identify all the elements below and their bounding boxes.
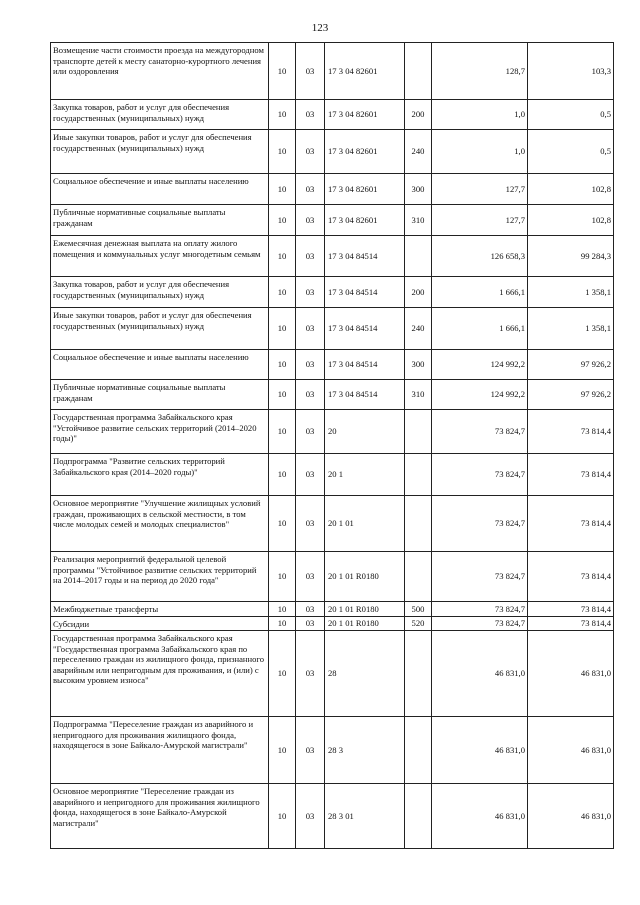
amount-actual-cell: 46 831,0 [528,784,614,849]
row-name-cell: Возмещение части стоимости проезда на междугородном транспорте детей к месту санаторно-курортного лечения или оздоровления [51,43,269,100]
table-row [51,350,614,380]
expense-type-cell [405,454,432,496]
target-article-cell: 17 3 04 82601 [325,130,405,174]
row-name-cell: Публичные нормативные социальные выплаты гражданам [51,205,269,236]
amount-actual-cell: 73 814,4 [528,496,614,552]
amount-planned-cell: 73 824,7 [432,616,528,631]
subsection-code-cell: 03 [296,43,325,100]
amount-actual-cell: 73 814,4 [528,552,614,602]
amount-planned-cell: 46 831,0 [432,631,528,717]
amount-planned-cell: 124 992,2 [432,380,528,410]
subsection-code-cell: 03 [296,784,325,849]
expense-type-cell [405,236,432,277]
section-code-cell: 10 [269,100,296,130]
row-name-cell: Субсидии [51,616,269,631]
section-code-cell: 10 [269,602,296,617]
expense-type-cell [405,496,432,552]
table-row [51,717,614,784]
amount-actual-cell: 73 814,4 [528,616,614,631]
target-article-cell: 20 1 01 R0180 [325,602,405,617]
table-row [51,380,614,410]
subsection-code-cell: 03 [296,717,325,784]
target-article-cell: 17 3 04 82601 [325,100,405,130]
amount-planned-cell: 73 824,7 [432,410,528,454]
amount-actual-cell: 1 358,1 [528,308,614,350]
subsection-code-cell: 03 [296,380,325,410]
section-code-cell: 10 [269,277,296,308]
subsection-code-cell: 03 [296,350,325,380]
amount-planned-cell: 127,7 [432,174,528,205]
subsection-code-cell: 03 [296,174,325,205]
amount-actual-cell: 99 284,3 [528,236,614,277]
amount-planned-cell: 73 824,7 [432,496,528,552]
expense-type-cell [405,43,432,100]
target-article-cell: 20 1 01 [325,496,405,552]
section-code-cell: 10 [269,308,296,350]
page-number: 123 [311,22,329,34]
table-row [51,277,614,308]
target-article-cell: 20 1 01 R0180 [325,552,405,602]
amount-planned-cell: 1,0 [432,130,528,174]
target-article-cell: 28 3 [325,717,405,784]
row-name-cell: Иные закупки товаров, работ и услуг для обеспечения государственных (муниципальных) нужд [51,130,269,174]
row-name-cell: Государственная программа Забайкальского края "Государственная программа Забайкальского края по переселению граждан из жилищного фонда, признанного аварийным или непригодным для проживания, и (или) с высоким уровнем износа" [51,631,269,717]
subsection-code-cell: 03 [296,616,325,631]
section-code-cell: 10 [269,410,296,454]
table-row [51,174,614,205]
expense-type-cell: 310 [405,205,432,236]
table-row [51,236,614,277]
subsection-code-cell: 03 [296,552,325,602]
table-row [51,100,614,130]
amount-actual-cell: 46 831,0 [528,717,614,784]
expense-type-cell [405,784,432,849]
target-article-cell: 28 3 01 [325,784,405,849]
amount-actual-cell: 0,5 [528,100,614,130]
section-code-cell: 10 [269,616,296,631]
section-code-cell: 10 [269,717,296,784]
row-name-cell: Основное мероприятие "Улучшение жилищных условий граждан, проживающих в сельской местности, в том числе молодых семей и молодых специалистов" [51,496,269,552]
subsection-code-cell: 03 [296,631,325,717]
subsection-code-cell: 03 [296,205,325,236]
amount-actual-cell: 0,5 [528,130,614,174]
table-row [51,631,614,717]
row-name-cell: Реализация мероприятий федеральной целевой программы "Устойчивое развитие сельских территорий на 2014–2017 годы и на период до 2020 года" [51,552,269,602]
expense-type-cell [405,410,432,454]
amount-planned-cell: 127,7 [432,205,528,236]
expense-type-cell: 300 [405,174,432,205]
section-code-cell: 10 [269,631,296,717]
table-row [51,784,614,849]
expense-type-cell: 240 [405,130,432,174]
target-article-cell: 17 3 04 84514 [325,277,405,308]
target-article-cell: 20 1 01 R0180 [325,616,405,631]
subsection-code-cell: 03 [296,100,325,130]
subsection-code-cell: 03 [296,236,325,277]
section-code-cell: 10 [269,784,296,849]
target-article-cell: 17 3 04 84514 [325,350,405,380]
table-row [51,496,614,552]
row-name-cell: Подпрограмма "Развитие сельских территорий Забайкальского края (2014–2020 годы)" [51,454,269,496]
expense-type-cell: 200 [405,100,432,130]
subsection-code-cell: 03 [296,308,325,350]
amount-actual-cell: 102,8 [528,205,614,236]
expense-type-cell: 310 [405,380,432,410]
amount-actual-cell: 97 926,2 [528,380,614,410]
target-article-cell: 20 [325,410,405,454]
expense-type-cell: 240 [405,308,432,350]
budget-table [50,42,614,849]
table-row [51,308,614,350]
target-article-cell: 17 3 04 84514 [325,308,405,350]
amount-actual-cell: 73 814,4 [528,410,614,454]
target-article-cell: 17 3 04 82601 [325,205,405,236]
table-row [51,410,614,454]
section-code-cell: 10 [269,43,296,100]
amount-planned-cell: 46 831,0 [432,784,528,849]
table-row [51,43,614,100]
expense-type-cell [405,717,432,784]
table-row [51,552,614,602]
section-code-cell: 10 [269,454,296,496]
section-code-cell: 10 [269,380,296,410]
table-row [51,130,614,174]
section-code-cell: 10 [269,552,296,602]
amount-planned-cell: 124 992,2 [432,350,528,380]
target-article-cell: 17 3 04 84514 [325,380,405,410]
amount-planned-cell: 73 824,7 [432,454,528,496]
amount-actual-cell: 73 814,4 [528,602,614,617]
expense-type-cell [405,552,432,602]
row-name-cell: Государственная программа Забайкальского края "Устойчивое развитие сельских территорий (2014–2020 годы)" [51,410,269,454]
target-article-cell: 17 3 04 84514 [325,236,405,277]
row-name-cell: Закупка товаров, работ и услуг для обеспечения государственных (муниципальных) нужд [51,100,269,130]
table-row [51,454,614,496]
table-row [51,205,614,236]
expense-type-cell: 300 [405,350,432,380]
subsection-code-cell: 03 [296,454,325,496]
amount-planned-cell: 46 831,0 [432,717,528,784]
row-name-cell: Закупка товаров, работ и услуг для обеспечения государственных (муниципальных) нужд [51,277,269,308]
amount-planned-cell: 73 824,7 [432,552,528,602]
row-name-cell: Ежемесячная денежная выплата на оплату жилого помещения и коммунальных услуг многодетным семьям [51,236,269,277]
row-name-cell: Социальное обеспечение и иные выплаты населению [51,350,269,380]
section-code-cell: 10 [269,350,296,380]
amount-planned-cell: 126 658,3 [432,236,528,277]
row-name-cell: Социальное обеспечение и иные выплаты населению [51,174,269,205]
row-name-cell: Основное мероприятие "Переселение граждан из аварийного и непригодного для проживания жилищного фонда, находящегося в зоне Байкало-Амурской магистрали" [51,784,269,849]
amount-actual-cell: 73 814,4 [528,454,614,496]
amount-actual-cell: 97 926,2 [528,350,614,380]
subsection-code-cell: 03 [296,602,325,617]
section-code-cell: 10 [269,130,296,174]
target-article-cell: 20 1 [325,454,405,496]
amount-actual-cell: 102,8 [528,174,614,205]
subsection-code-cell: 03 [296,410,325,454]
amount-planned-cell: 1 666,1 [432,308,528,350]
row-name-cell: Межбюджетные трансферты [51,602,269,617]
section-code-cell: 10 [269,174,296,205]
amount-planned-cell: 128,7 [432,43,528,100]
amount-actual-cell: 103,3 [528,43,614,100]
amount-actual-cell: 46 831,0 [528,631,614,717]
amount-planned-cell: 73 824,7 [432,602,528,617]
amount-actual-cell: 1 358,1 [528,277,614,308]
amount-planned-cell: 1 666,1 [432,277,528,308]
section-code-cell: 10 [269,205,296,236]
table-row [51,602,614,617]
expense-type-cell: 500 [405,602,432,617]
section-code-cell: 10 [269,496,296,552]
row-name-cell: Публичные нормативные социальные выплаты гражданам [51,380,269,410]
subsection-code-cell: 03 [296,277,325,308]
expense-type-cell: 520 [405,616,432,631]
expense-type-cell: 200 [405,277,432,308]
subsection-code-cell: 03 [296,496,325,552]
target-article-cell: 17 3 04 82601 [325,43,405,100]
table-row [51,616,614,631]
target-article-cell: 17 3 04 82601 [325,174,405,205]
section-code-cell: 10 [269,236,296,277]
target-article-cell: 28 [325,631,405,717]
subsection-code-cell: 03 [296,130,325,174]
amount-planned-cell: 1,0 [432,100,528,130]
expense-type-cell [405,631,432,717]
row-name-cell: Иные закупки товаров, работ и услуг для обеспечения государственных (муниципальных) нужд [51,308,269,350]
row-name-cell: Подпрограмма "Переселение граждан из аварийного и непригодного для проживания жилищного фонда, находящегося в зоне Байкало-Амурской магистрали" [51,717,269,784]
